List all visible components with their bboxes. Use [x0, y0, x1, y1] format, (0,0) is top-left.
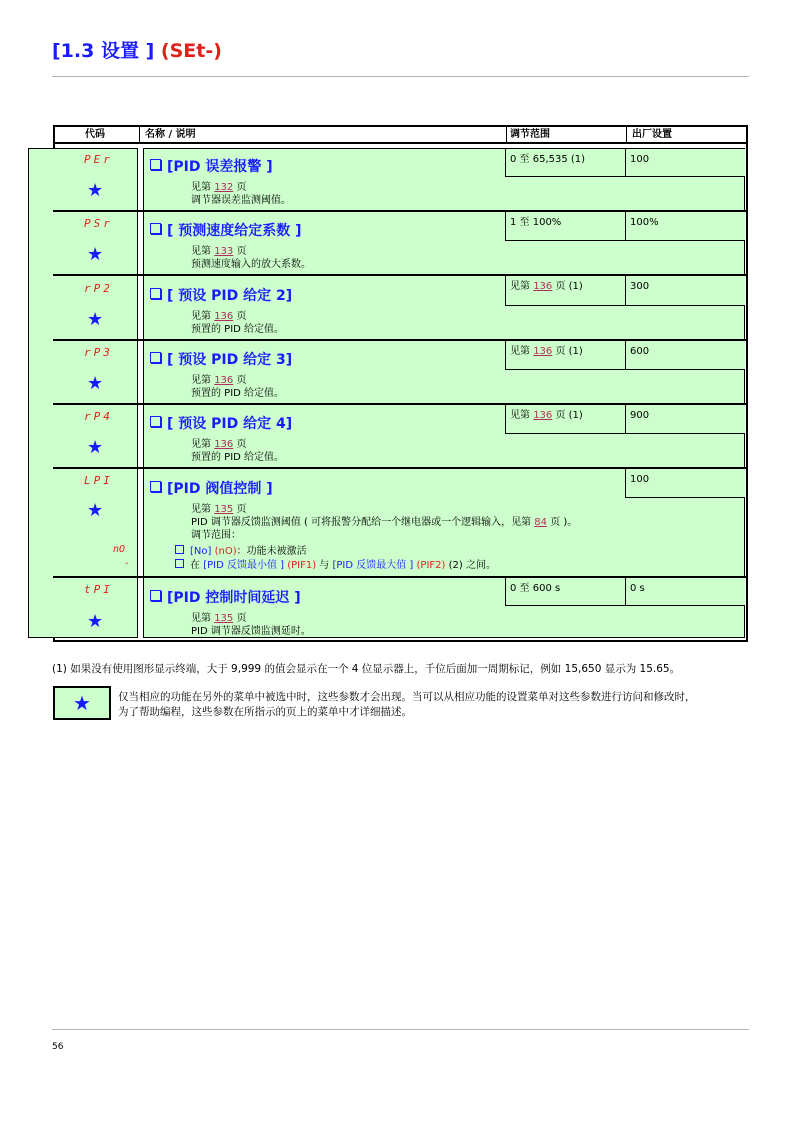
param-name: [ 预设 PID 给定 3]	[150, 349, 292, 369]
param-code: rP3	[84, 346, 113, 359]
param-description: 见第 133 页 预测速度输入的放大系数。	[191, 246, 311, 270]
range-cell: 0 至 65,535 (1)	[505, 149, 625, 177]
default-cell: 900	[625, 405, 745, 434]
star-icon: ★	[87, 611, 104, 632]
default-cell: 100%	[625, 212, 745, 241]
page-title: [1.3 设置 ] (SEt-)	[52, 40, 222, 62]
page-link[interactable]: 136	[533, 410, 553, 421]
footer-rule	[52, 1029, 749, 1030]
param-description: 见第 136 页 预置的 PID 给定值。	[191, 375, 285, 399]
range-cell: 0 至 600 s	[505, 578, 625, 606]
range-cell: 见第 136 页 (1)	[505, 276, 625, 306]
star-icon: ★	[87, 180, 104, 201]
checkbox-icon	[175, 545, 184, 554]
checkbox-icon	[175, 559, 184, 568]
range-cell: 见第 136 页 (1)	[505, 341, 625, 370]
star-icon: ★	[53, 686, 111, 720]
param-name: [ 预设 PID 给定 2]	[150, 285, 292, 305]
param-description: 见第 136 页 预置的 PID 给定值。	[191, 311, 285, 335]
star-icon: ★	[87, 500, 104, 521]
page-link[interactable]: 136	[214, 375, 234, 386]
option-code: -	[124, 558, 131, 569]
page-link[interactable]: 135	[214, 613, 234, 624]
page-link[interactable]: 136	[214, 439, 234, 450]
param-name: [PID 阀值控制 ]	[150, 478, 273, 498]
default-cell: 0 s	[625, 578, 745, 606]
param-description: 见第 135 页 PID 调节器反馈监测阈值 ( 可将报警分配给一个继电器或一个逻辑输入，见第 84 页 )。 调节范围：	[191, 504, 578, 541]
param-code: LPI	[84, 474, 113, 487]
star-icon: ★	[87, 437, 104, 458]
option-no: [No] (nO)：功能未被激活	[175, 545, 307, 558]
param-description: 见第 132 页 调节器误差监测阈值。	[191, 182, 291, 206]
code-column	[28, 148, 138, 638]
header-code: 代码	[55, 127, 140, 142]
footnote: (1) 如果没有使用图形显示终端，大于 9,999 的值会显示在一个 4 位显示器上，千位后面加一周期标记，例如 15,650 显示为 15.65。	[52, 663, 681, 675]
page-link[interactable]: 136	[214, 311, 234, 322]
param-name: [ 预设 PID 给定 4]	[150, 413, 292, 433]
default-cell: 300	[625, 276, 745, 306]
range-cell: 1 至 100%	[505, 212, 625, 241]
default-cell: 600	[625, 341, 745, 370]
checkbox-icon	[150, 159, 161, 170]
checkbox-icon	[150, 352, 161, 363]
star-icon: ★	[87, 244, 104, 265]
page-number: 56	[52, 1042, 64, 1052]
param-description: 见第 136 页 预置的 PID 给定值。	[191, 439, 285, 463]
header-rule	[52, 76, 749, 77]
param-code: rP4	[84, 410, 113, 423]
param-code: rP2	[84, 282, 113, 295]
star-icon: ★	[87, 309, 104, 330]
param-name: [PID 误差报警 ]	[150, 156, 273, 176]
param-name: [ 预测速度给定系数 ]	[150, 220, 302, 240]
range-cell: 见第 136 页 (1)	[505, 405, 625, 434]
checkbox-icon	[150, 481, 161, 492]
page-link[interactable]: 132	[214, 182, 234, 193]
checkbox-icon	[150, 223, 161, 234]
checkbox-icon	[150, 416, 161, 427]
header-name: 名称 / 说明	[140, 127, 507, 142]
page-link[interactable]: 135	[214, 504, 234, 515]
param-code: PSr	[84, 217, 113, 230]
default-cell: 100	[625, 149, 745, 177]
default-cell: 100	[625, 469, 745, 498]
option-code: nO	[113, 544, 126, 555]
page-link[interactable]: 136	[533, 281, 553, 292]
header-range: 调节范围	[507, 127, 627, 142]
param-code: tPI	[84, 583, 113, 596]
page-link[interactable]: 136	[533, 346, 553, 357]
star-note: 仅当相应的功能在另外的菜单中被选中时，这些参数才会出现。当可以从相应功能的设置菜单对这些参数进行访问和修改时， 为了帮助编程，这些参数在所指示的页上的菜单中才详细描述。	[118, 691, 696, 718]
header-default: 出厂设置	[632, 129, 672, 140]
option-range: 在 [PID 反馈最小值 ] (PIF1) 与 [PID 反馈最大值 ] (PIF2) (2) 之间。	[175, 559, 496, 572]
param-name: [PID 控制时间延迟 ]	[150, 587, 301, 607]
param-code: PEr	[84, 153, 113, 166]
checkbox-icon	[150, 590, 161, 601]
page-link[interactable]: 133	[214, 246, 234, 257]
star-icon: ★	[87, 373, 104, 394]
checkbox-icon	[150, 288, 161, 299]
param-description: 见第 135 页 PID 调节器反馈监测延时。	[191, 613, 311, 637]
header-divider	[55, 142, 746, 144]
page-link[interactable]: 84	[534, 517, 548, 528]
